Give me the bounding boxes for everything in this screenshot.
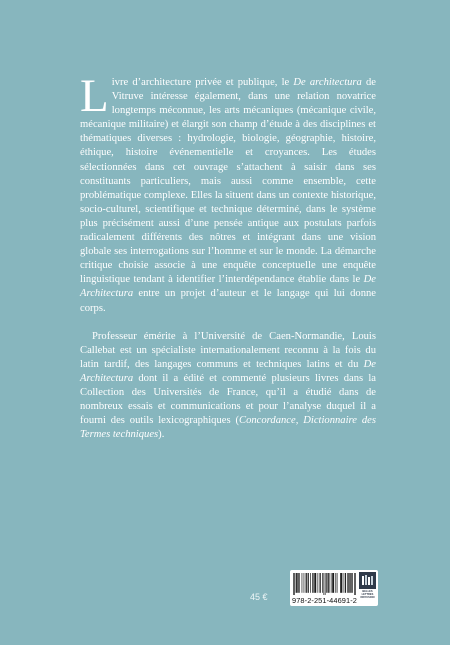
text-run: ivre d’architecture privée et publique, le — [111, 77, 294, 88]
barcode-bar — [314, 573, 315, 593]
text-run: Professeur émérite à l’Université de Caen-Normandie, Louis Callebat est un spécialiste internationalement reconnu à la fois du latin tardif, des langages communs et techniques latins et du — [80, 330, 376, 370]
barcode-bar — [327, 573, 328, 593]
barcode-bar — [312, 573, 313, 593]
italic-title: De architectura — [293, 77, 362, 88]
publisher-logo-text: BELLES LETTRES DIFFUSION — [360, 590, 375, 599]
barcode-bar — [306, 573, 307, 593]
barcode-bar — [350, 573, 351, 593]
barcode-bar — [320, 573, 321, 593]
barcode-bar — [294, 573, 295, 595]
barcode-bar — [341, 573, 342, 593]
isbn-number: 978-2-251-44691-2 — [292, 596, 357, 605]
barcode-bar — [351, 573, 352, 593]
barcode-bar — [293, 573, 294, 595]
barcode-bar — [308, 573, 309, 593]
italic-title: De Architectura — [80, 274, 376, 300]
text-run: de Vitruve intéresse également, dans une relation novatrice longtemps méconnue, les arts mécaniques (mécanique civile, mécanique militaire) et élargit son champ d’étude à des disciplines et thématiques diverses : hydrologie, biologie, géographie, histoire, éthique, histoire événementielle et croyances. Les études sélectionnées dans cet ouvrage s’attachent à saisir dans ses constituants particuliers, mais aussi comme ensemble, cette problématique complexe. Elles la situent dans un contexte historique, socio-culturel, scientifique et technique déterminé, dans le système plus précisément aussi d’une pensée antique aux postulats parfois radicalement différents des nôtres et intégrant dans une vision globale ses interrogations sur l’homme et sur le monde. La démarche critique choisie associe à une enquête conceptuelle une enquête linguistique tendant à identifier l’interdépendance établie dans le — [80, 77, 377, 286]
barcode-bar — [340, 573, 341, 593]
barcode-bar — [328, 573, 329, 593]
barcode-bar — [318, 573, 319, 593]
barcode-bar — [345, 573, 346, 593]
barcode-bar — [345, 573, 346, 593]
barcode-label — [290, 570, 378, 606]
barcode-bar — [325, 573, 326, 595]
description-paragraph-1 — [80, 70, 377, 316]
barcode-bar — [322, 573, 323, 593]
barcode-bar — [343, 573, 344, 593]
drop-cap: L — [80, 70, 109, 122]
barcode-bar — [315, 573, 316, 593]
barcode-bar — [304, 573, 305, 593]
barcode-bar — [333, 573, 334, 593]
barcode-bar — [308, 573, 309, 593]
barcode-bar — [310, 573, 311, 593]
barcode-bar — [306, 573, 307, 593]
back-cover-description — [80, 70, 377, 442]
barcode-bar — [302, 573, 303, 593]
barcode-bar — [320, 573, 321, 593]
publisher-logo — [358, 572, 377, 604]
barcode-icon — [293, 573, 356, 595]
barcode-bar — [296, 573, 297, 593]
bookshelf-emblem-icon — [359, 572, 376, 589]
barcode-bar — [296, 573, 297, 593]
text-run: dont il a édité et commenté plusieurs livres dans la Collection des Universités de France, qu’il a étudié dans de nombreux essais et communications et pour l’analyse duquel il a fourni des outils lexicographiques ( — [80, 372, 376, 427]
description-paragraph-2 — [80, 330, 376, 443]
barcode-bar — [329, 573, 330, 593]
italic-title: Concordance, Dictionnaire des Termes techniques — [80, 415, 376, 441]
barcode-bar — [348, 573, 349, 593]
barcode-bar — [297, 573, 298, 593]
barcode-bar — [355, 573, 356, 595]
barcode-bar — [354, 573, 355, 595]
barcode-bar — [332, 573, 333, 593]
italic-title: De Architectura — [80, 358, 376, 384]
barcode-bar — [335, 573, 336, 593]
paragraph-1-text — [80, 70, 377, 314]
barcode-bar — [324, 573, 325, 595]
barcode-bar — [313, 573, 314, 593]
text-run: entre un projet d’auteur et le langage qui lui donne corps. — [80, 288, 376, 314]
text-run: ). — [158, 429, 165, 441]
barcode-bar — [331, 573, 332, 593]
barcode-bar — [316, 573, 317, 593]
barcode-bar — [337, 573, 338, 593]
barcode-bar — [349, 573, 350, 593]
barcode-bar — [333, 573, 334, 593]
price-label: 45 € — [250, 592, 268, 602]
barcode-bar — [352, 573, 353, 593]
barcode-bar — [326, 573, 327, 593]
barcode-bar — [298, 573, 299, 593]
barcode-bar — [341, 573, 342, 593]
barcode-bar — [347, 573, 348, 593]
paragraph-2-text — [80, 331, 376, 441]
barcode-bar — [299, 573, 300, 593]
